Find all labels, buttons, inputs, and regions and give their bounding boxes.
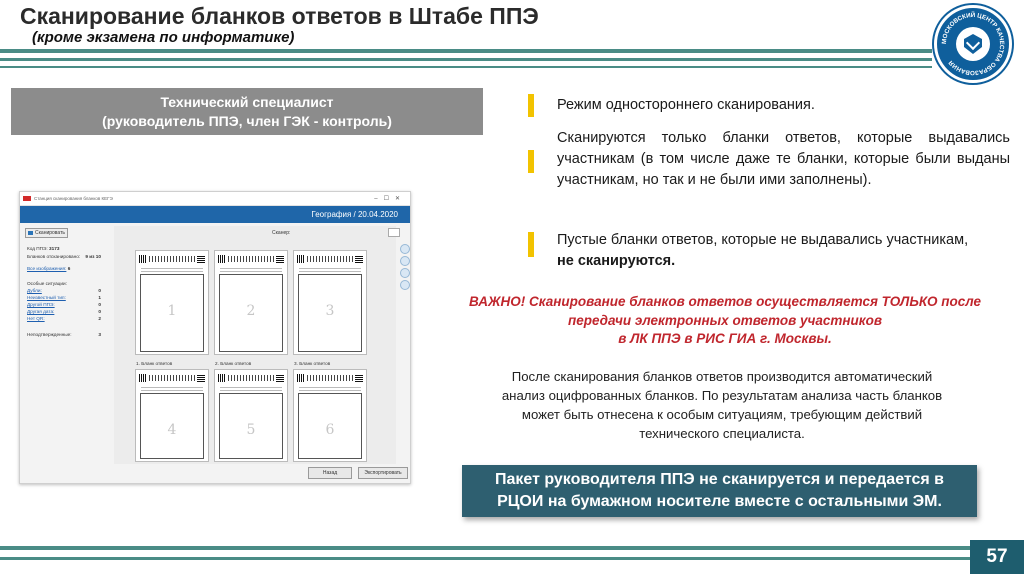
accent-bar: [528, 94, 534, 117]
footer-stripe-1: [0, 546, 1024, 550]
window-header: [20, 206, 410, 223]
zoom-in-icon[interactable]: [400, 244, 410, 254]
special-item[interactable]: Другая дата: 0: [27, 309, 101, 314]
app-logo-icon: [23, 196, 31, 201]
scanner-label: Сканер:: [272, 230, 291, 236]
scanning-app-window: [19, 191, 411, 484]
back-button[interactable]: Назад: [308, 467, 352, 479]
special-item[interactable]: Неизвестный тип: 1: [27, 295, 101, 300]
accent-bar: [528, 232, 534, 257]
important-notice: ВАЖНО! Сканирование бланков ответов осуществляется ТОЛЬКО после передачи электронных ответов участников в ЛК ППЭ в РИС ГИА г. Москвы.: [468, 294, 981, 346]
svg-text:МОСКОВСКИЙ ЦЕНТР КАЧЕСТВА ОБРА: МОСКОВСКИЙ ЦЕНТР КАЧЕСТВА ОБРАЗОВАНИЯ: [940, 11, 1006, 77]
zoom-out-icon[interactable]: [400, 256, 410, 266]
header-stripe-1: [0, 49, 932, 53]
unconfirmed-row: Неподтвержденные: 3: [27, 332, 101, 337]
role-title: Технический специалист: [160, 94, 334, 110]
scanned-text: Сканируются только бланки ответов, которые выдавались участникам (в том числе даже те бланки, которые были выданы участникам, но так и не были ими заполнены).: [557, 130, 1010, 188]
special-item[interactable]: Дубли: 0: [27, 288, 101, 293]
slide-title: Сканирование бланков ответов в Штабе ППЭ: [20, 3, 539, 29]
special-situations-header: Особые ситуации:: [27, 281, 67, 286]
header-stripe-3: [0, 66, 932, 68]
not-scanned-emphasis: не сканируются.: [557, 253, 676, 269]
blank-thumbnail[interactable]: 4: [135, 369, 209, 462]
thumbnail-caption: 3. Бланк ответов: [294, 361, 331, 366]
scanner-select[interactable]: [388, 228, 400, 237]
role-box: [11, 88, 483, 135]
footer-stripe-2: [0, 557, 1024, 560]
window-controls[interactable]: –☐✕: [374, 196, 406, 202]
thumbnail-caption: 2. Бланк ответов: [215, 361, 252, 366]
thumbnail-caption: 1. Бланк ответов: [136, 361, 173, 366]
all-images-link[interactable]: Все изображения: 6: [27, 266, 71, 271]
stat-scanned: Бланков отсканировано: 9 из 10: [27, 254, 101, 259]
header-stripe-2: [0, 58, 932, 61]
packet-note: Пакет руководителя ППЭ не сканируется и передается в РЦОИ на бумажном носителе вместе с остальными ЭМ.: [462, 465, 977, 517]
page-number: 57: [970, 540, 1024, 574]
accent-bar: [528, 150, 534, 173]
scan-button[interactable]: Сканировать: [25, 228, 68, 238]
scanner-icon: [28, 231, 33, 235]
blank-thumbnail[interactable]: 2: [214, 250, 288, 355]
zoom-toolbar: [400, 244, 411, 292]
logo-center: [956, 27, 990, 61]
window-titlebar: [20, 192, 410, 206]
blank-thumbnail[interactable]: 6: [293, 369, 367, 462]
blank-thumbnail[interactable]: 1: [135, 250, 209, 355]
slide-subtitle: (кроме экзамена по информатике): [32, 29, 295, 46]
export-button[interactable]: Экспортировать: [358, 467, 408, 479]
rotate-icon[interactable]: [400, 268, 410, 278]
window-title: Станция сканирования бланков КЕГЭ: [34, 196, 113, 201]
mcko-logo: [934, 5, 1012, 83]
special-item[interactable]: Другой ППЭ: 0: [27, 302, 101, 307]
fit-icon[interactable]: [400, 280, 410, 290]
exam-label: География / 20.04.2020: [311, 210, 398, 219]
blank-thumbnail[interactable]: 3: [293, 250, 367, 355]
special-item[interactable]: Нет QR: 2: [27, 316, 101, 321]
stats-panel: [22, 226, 108, 481]
blank-thumbnail[interactable]: 5: [214, 369, 288, 462]
mode-text: Режим одностороннего сканирования.: [557, 97, 815, 113]
stat-ppe-code: Код ППЭ: 3173: [27, 246, 60, 251]
role-subtitle: (руководитель ППЭ, член ГЭК - контроль): [102, 113, 392, 129]
analysis-text: После сканирования бланков ответов производится автоматический анализ оцифрованных бланков. По результатам анализа часть бланков может быть отнесена к особым ситуациям, требующим действий технического специалиста.: [501, 369, 943, 441]
empty-blanks-text: Пустые бланки ответов, которые не выдавались участникам, не сканируются.: [557, 232, 969, 269]
